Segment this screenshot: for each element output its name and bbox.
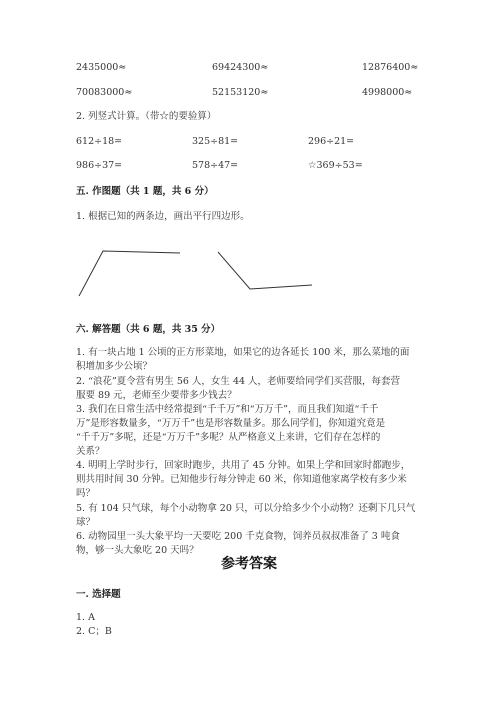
calc-3: 296÷21= [308,136,355,147]
given-sides-left [79,251,180,296]
section-6-line: 6. 动物园里一头大象平均一天要吃 200 千克食物，饲养员叔叔准备了 3 吨食 [76,531,400,542]
estimate-2: 69424300≈ [212,62,269,73]
section-6-title: 六. 解答题（共 6 题，共 35 分） [76,324,221,335]
calc-2: 325÷81= [192,136,239,147]
estimate-6: 4998000≈ [362,87,413,98]
given-sides-right [218,252,312,289]
calc-6: ☆369÷53= [308,160,363,171]
answer-2: 2. C；B [76,626,112,637]
section-6-line: 3. 我们在日常生活中经常提到“千千万”和“万万千”，而且我们知道“千千 [76,404,379,415]
section-5-question: 1. 根据已知的两条边，画出平行四边形。 [76,211,250,222]
section-6-line: 吗？ [76,488,96,499]
estimate-4: 70083000≈ [76,87,133,98]
calc-1: 612÷18= [76,136,123,147]
section-6-line: 4. 明明上学时步行，回家时跑步，共用了 45 分钟。如果上学和回家时都跑步， [76,460,411,471]
answer-1: 1. A [76,612,95,623]
section-6-line: 积增加多少公顷？ [76,361,153,372]
section-6-line: 2. “浪花”夏令营有男生 56 人，女生 44 人，老师要给同学们买营服，每套营 [76,376,401,387]
vertical-calc-heading: 2. 列竖式计算。（带☆的要验算） [76,111,217,122]
calc-5: 578÷47= [192,160,239,171]
estimate-5: 52153120≈ [212,87,269,98]
section-6-line: 球？ [76,517,96,528]
section-6-line: 万”是形容数量多，“万万千”也是形容数量多。那么同学们，你知道究竟是 [76,418,386,429]
section-6-line: 则共用时间 30 分钟。已知他步行每分钟走 60 米，你知道他家离学校有多少米 [76,474,407,485]
answers-section-1: 一. 选择题 [76,589,121,600]
section-6-line: “千千万”多呢，还是“万万千”多呢？从严格意义上来讲，它们存在怎样的 [76,432,381,443]
section-5-title: 五. 作图题（共 1 题，共 6 分） [76,186,214,197]
answers-title: 参考答案 [221,556,277,572]
section-6-line: 5. 有 104 只气球，每个小动物拿 20 只，可以分给多少个小动物？还剩下几只气 [76,503,416,514]
estimate-3: 12876400≈ [362,62,419,73]
calc-4: 986÷37= [76,160,123,171]
estimate-1: 2435000≈ [76,62,127,73]
section-6-line: 关系？ [76,446,105,457]
section-6-line: 服要 89 元，老师至少要带多少钱去？ [76,390,237,401]
section-6-line: 物，够一头大象吃 20 天吗？ [76,545,199,556]
section-6-line: 1. 有一块占地 1 公顷的正方形菜地，如果它的边各延长 100 米，那么菜地的面 [76,347,410,358]
